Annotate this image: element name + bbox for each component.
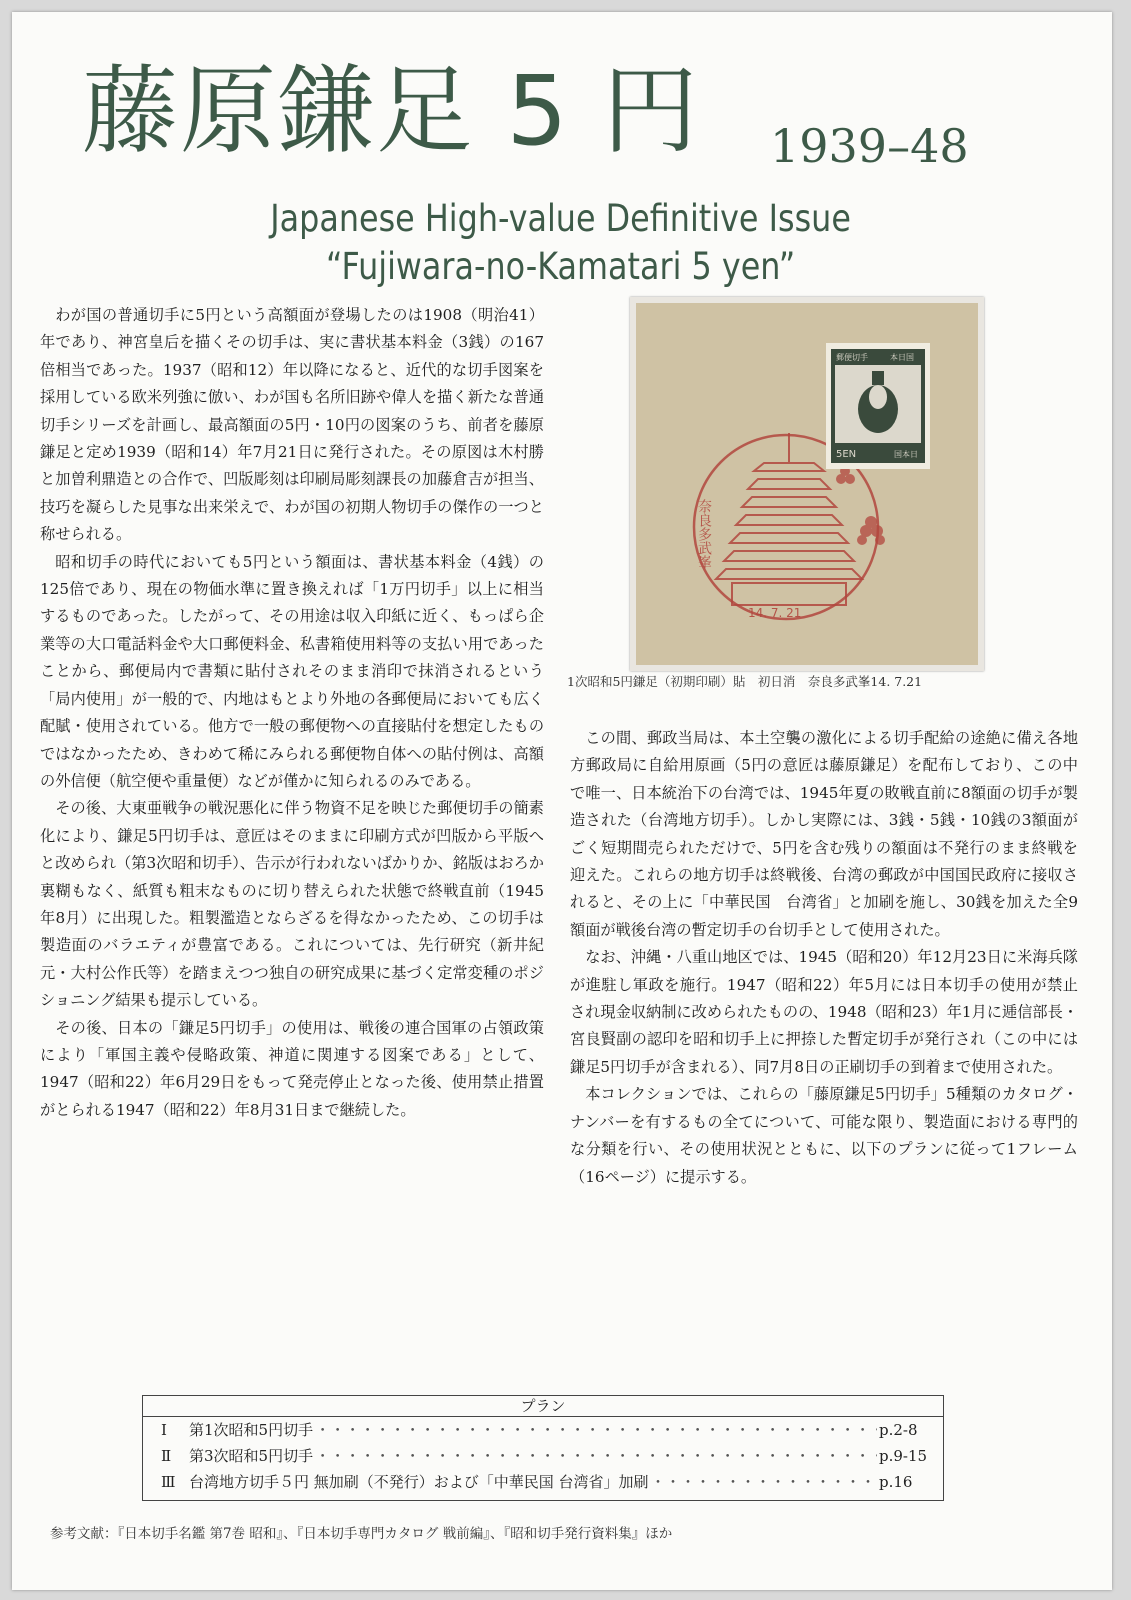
stamp-value: 5EN [836, 449, 857, 460]
plan-row [143, 1469, 943, 1495]
plan-heading: プラン [143, 1396, 943, 1417]
plan-number: Ⅲ [161, 1473, 176, 1491]
paragraph: わが国の普通切手に5円という高額面が登場したのは1908（明治41）年であり、神宮皇后を描くその切手は、実に書状基本料金（3銭）の167倍相当であった。1937（昭和12）年以降になると、近代的な切手図案を採用している欧米列強に倣い、わが国も名所旧跡や偉人を描く新たな普通切手シリーズを計画し、最高額面の5円・10円の図案のうち、前者を藤原鎌足と定め1939（昭和14）年7月21日に発行された。その原図は木村勝と加曽利鼎造との合作で、凹版彫刻は印刷局彫刻課長の加藤倉吉が担当、技巧を凝らした見事な出来栄えで、わが国の初期人物切手の傑作の一つと称せられる。 [40, 306, 544, 544]
plan-label: 第1次昭和5円切手 [189, 1421, 314, 1439]
postmark-place: 奈良多武峯 [696, 499, 712, 569]
left-text-column [40, 302, 544, 1124]
paragraph: その後、大東亜戦争の戦況悪化に伴う物資不足を映じた郵便切手の簡素化により、鎌足5円切手は、意匠はそのままに印刷方式が凹版から平版へと改められ（第3次昭和切手）、告示が行われないばかりか、銘版はおろか裏糊もなく、紙質も粗末なものに切り替えられた状態で終戦直前（1945年8月）に出現した。粗製濫造とならざるを得なかったため、この切手は製造面のバラエティが豊富である。これについては、先行研究（新井紀元・大村公作氏等）を踏まえつつ独自の研究成果に基づく定常変種のポジショニング結果も提示している。 [40, 799, 544, 1010]
postmark-date: 14. 7. 21 [748, 606, 802, 620]
plan-row [143, 1443, 943, 1469]
references: 参考文献：『日本切手名鑑 第7巻 昭和』、『日本切手専門カタログ 戦前編』、『昭和切手発行資料集』ほか [50, 1526, 673, 1542]
stamp-label-left: 郵便切手 [836, 353, 868, 362]
plan-box [142, 1395, 944, 1501]
stamp-country: 国本日 [894, 450, 918, 459]
paragraph: その後、日本の「鎌足5円切手」の使用は、戦後の連合国軍の占領政策により「軍国主義や侵略政策、神道に関連する図案である」として、1947（昭和22）年6月29日をもって発売停止となった後、使用禁止措置がとられる1947（昭和22）年8月31日まで継続した。 [40, 1018, 544, 1119]
leader-dots [315, 1443, 877, 1469]
plan-page-ref: p.9-15 [879, 1447, 928, 1465]
postmark-blossom-icon [836, 466, 885, 545]
exhibit-page [12, 12, 1112, 1590]
stamp-cover-photo [630, 297, 984, 671]
plan-label: 第3次昭和5円切手 [189, 1447, 314, 1465]
plan-page-ref: p.2-8 [879, 1421, 918, 1439]
paragraph: なお、沖縄・八重山地区では、1945（昭和20）年12月23日に米海兵隊が進駐し軍政を施行。1947（昭和22）年5月には日本切手の使用が禁止され現金収納制に改められたものの、1948（昭和23）年1月に逓信部長・宮良賢副の認印を昭和切手上に押捺した暫定切手が発行され（この中には鎌足5円切手が含まれる）、同7月8日の正刷切手の到着まで使用された。 [570, 948, 1078, 1076]
paragraph: この間、郵政当局は、本土空襲の激化による切手配給の途絶に備え各地方郵政局に自給用原画（5円の意匠は藤原鎌足）を配布しており、この中で唯一、日本統治下の台湾では、1945年夏の敗戦直前に8額面の切手が製造された（台湾地方切手）。しかし実際には、3銭・5銭・10銭の3額面がごく短期間売られただけで、5円を含む残りの額面は不発行のまま終戦を迎えた。これらの地方切手は終戦後、台湾の郵政が中国国民政府に接収されると、その上に「中華民国 台湾省」と加刷を施し、30銭を加えた全9額面が戦後台湾の暫定切手の台切手として使用された。 [570, 729, 1078, 939]
figure-caption: 1次昭和5円鎌足（初期印刷）貼 初日消 奈良多武峯14. 7.21 [567, 674, 923, 689]
plan-number: Ⅰ [161, 1421, 167, 1439]
leader-dots [315, 1417, 877, 1443]
english-title-line-2: “Fujiwara-no-Kamatari 5 yen” [325, 245, 796, 288]
page-title: 藤原鎌足 5 円 [82, 55, 701, 167]
english-title-line-1: Japanese High-value Definitive Issue [270, 197, 851, 240]
title-years: 1939–48 [770, 119, 969, 173]
stamp-illustration [636, 303, 978, 665]
right-text-column [570, 725, 1078, 1191]
plan-number: Ⅱ [161, 1447, 172, 1465]
stamp-label-right: 本日国 [890, 353, 914, 362]
leader-dots [651, 1469, 877, 1495]
plan-page-ref: p.16 [879, 1473, 913, 1491]
paragraph: 昭和切手の時代においても5円という額面は、書状基本料金（4銭）の125倍であり、現在の物価水準に置き換えれば「1万円切手」以上に相当するものであった。したがって、その用途は収入印紙に近く、もっぱら企業等の大口電話料金や大口郵便料金、私書箱使用料等の支払い用であったことから、郵便局内で書類に貼付されそのまま消印で抹消されるという「局内使用」が一般的で、内地はもとより外地の各郵便局においても広く配賦・使用されている。他方で一般の郵便物への直接貼付を想定したものではなかったため、きわめて稀にみられる郵便物自体への貼付例は、高額の外信便（航空便や重量便）などが僅かに知られるのみである。 [40, 552, 544, 790]
plan-label: 台湾地方切手５円 無加刷（不発行）および「中華民国 台湾省」加刷 [189, 1473, 649, 1491]
stamp [826, 343, 930, 469]
plan-row [143, 1417, 943, 1443]
paragraph: 本コレクションでは、これらの「藤原鎌足5円切手」5種類のカタログ・ナンバーを有するもの全てについて、可能な限り、製造面における専門的な分類を行い、その使用状況とともに、以下のプランに従って1フレーム（16ページ）に提示する。 [570, 1085, 1078, 1186]
